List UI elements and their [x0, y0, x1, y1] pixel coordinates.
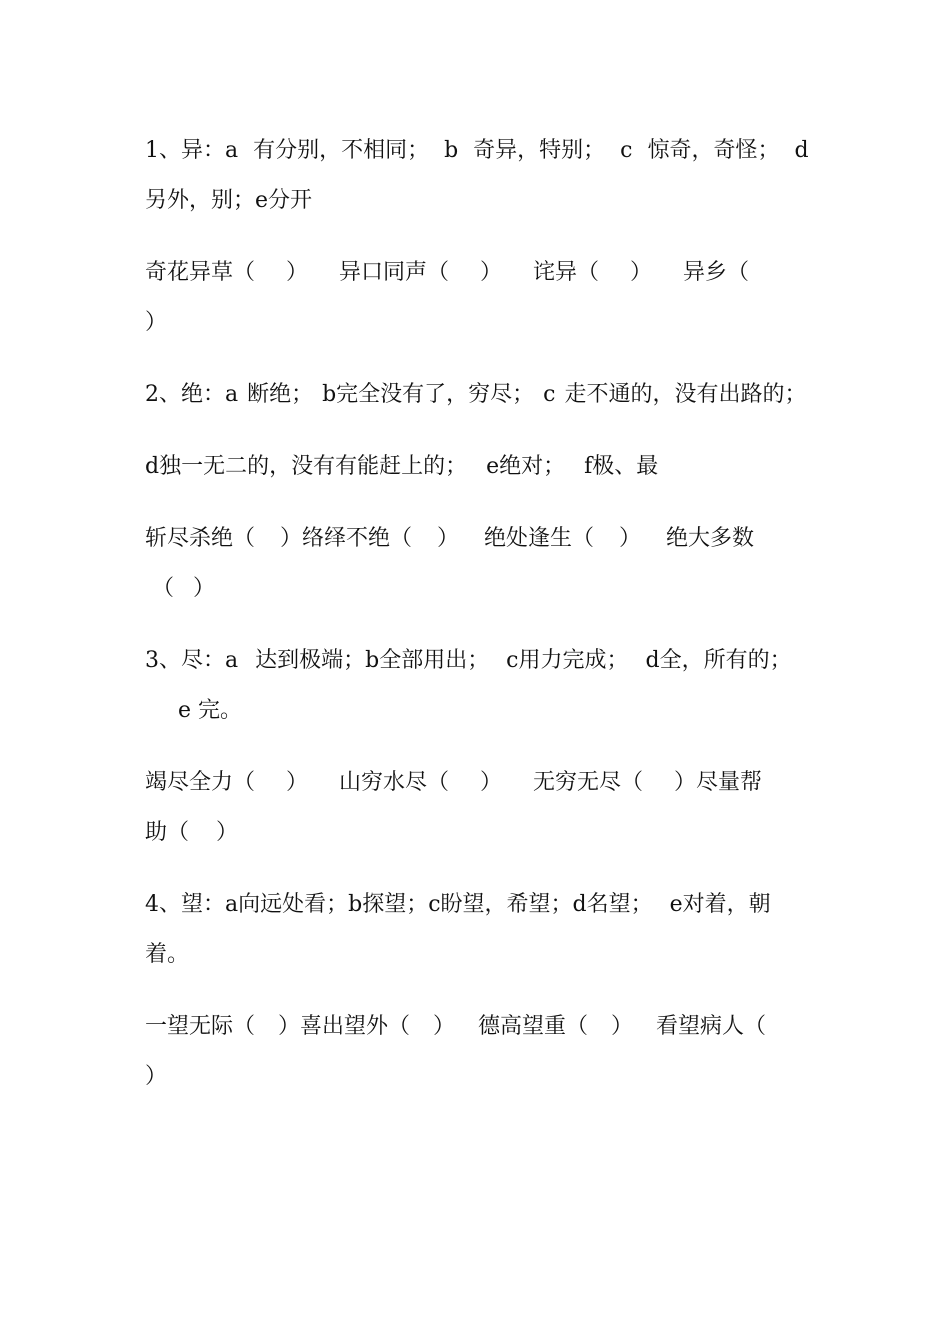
item-3-definition-line-1: 3、尽：a 达到极端；b全部用出； c用力完成； d全，所有的； [145, 648, 792, 673]
item-4-words-line-2: ） [145, 1064, 168, 1089]
item-3-words-line-1: 竭尽全力（ ） 山穷水尽（ ） 无穷无尽（ ）尽量帮 [145, 770, 762, 795]
item-3-definition-line-2: e 完。 [178, 698, 243, 723]
item-2-words-line-1: 斩尽杀绝（ ）络绎不绝（ ） 绝处逢生（ ） 绝大多数 [145, 526, 754, 551]
item-1-definition-line-1: 1、异：a 有分别，不相同； b 奇异，特别； c 惊奇，奇怪； d [145, 138, 809, 163]
item-4-definition-line-2: 着。 [145, 942, 190, 967]
item-1-words-line-2: ） [145, 310, 168, 335]
item-2-definition-line-1: 2、绝：a 断绝； b完全没有了，穷尽； c 走不通的，没有出路的； [145, 382, 807, 407]
item-1-definition-line-2: 另外，别；e分开 [145, 188, 313, 213]
item-3-words-line-2: 助（ ） [145, 820, 238, 845]
item-2-definition-line-2: d独一无二的，没有有能赶上的； e绝对； f极、最 [145, 454, 659, 479]
item-2-words-line-2: （ ） [152, 576, 215, 601]
item-4-definition-line-1: 4、望：a向远处看；b探望；c盼望，希望；d名望； e对着，朝 [145, 892, 771, 917]
item-4-words-line-1: 一望无际（ ）喜出望外（ ） 德高望重（ ） 看望病人（ [145, 1014, 766, 1039]
item-1-words-line-1: 奇花异草（ ） 异口同声（ ） 诧异（ ） 异乡（ [145, 260, 749, 285]
